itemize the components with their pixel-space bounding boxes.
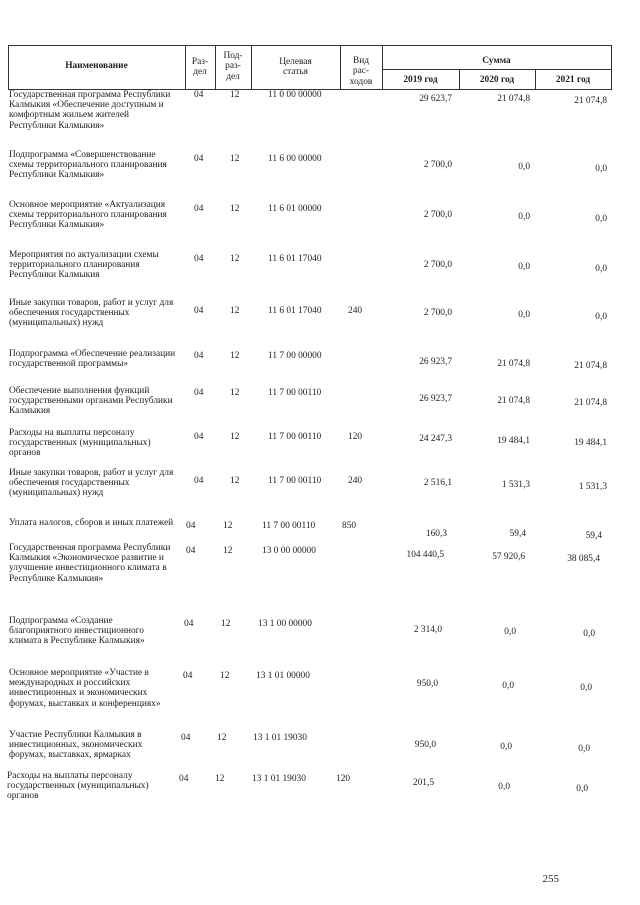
- row-vid: 240: [348, 476, 363, 486]
- row-podrazdel: 12: [223, 546, 233, 556]
- row-2019: 2 700,0: [423, 160, 452, 170]
- row-razdel: 04: [184, 619, 194, 629]
- row-target: 11 7 00 00110: [268, 388, 322, 398]
- row-razdel: 04: [181, 733, 191, 743]
- header-2020: 2020 год: [479, 75, 515, 85]
- row-podrazdel: 12: [220, 671, 230, 681]
- row-2021: 0,0: [595, 214, 607, 224]
- row-razdel: 04: [194, 254, 204, 264]
- row-2021: 21 074,8: [574, 398, 607, 408]
- row-name: Подпрограмма «Обеспечение реализации государственной программы»: [9, 349, 176, 370]
- row-2021: 0,0: [580, 683, 592, 693]
- row-vid: 120: [336, 774, 351, 784]
- header-target: Целевая статья: [279, 57, 312, 78]
- row-2021: 0,0: [578, 744, 590, 754]
- row-2019: 201,5: [412, 778, 434, 788]
- header-summa: Сумма: [482, 56, 511, 66]
- row-2020: 21 074,8: [497, 396, 530, 406]
- row-target: 11 7 00 00110: [262, 521, 316, 531]
- row-2019: 2 700,0: [423, 308, 452, 318]
- row-2020: 19 484,1: [497, 436, 530, 446]
- row-2020: 0,0: [518, 212, 530, 222]
- row-2021: 0,0: [595, 164, 607, 174]
- row-podrazdel: 12: [230, 432, 240, 442]
- row-target: 11 7 00 00000: [268, 351, 322, 361]
- header-name: Наименование: [65, 61, 128, 71]
- row-name: Расходы на выплаты персоналу государственных (муниципальных) органов: [9, 428, 151, 459]
- row-name: Основное мероприятие «Актуализация схемы территориального планирования Республики Калмыкия»: [9, 200, 167, 231]
- row-name: Подпрограмма «Совершенствование схемы территориального планирования Республики Калмыкия»: [9, 150, 167, 181]
- row-2021: 0,0: [595, 312, 607, 322]
- row-razdel: 04: [194, 388, 204, 398]
- row-podrazdel: 12: [230, 388, 240, 398]
- row-name: Основное мероприятие «Участие в международных и российских инвестиционных и экономических форумах, выставках и конференциях»: [9, 668, 161, 709]
- row-name: Государственная программа Республики Калмыкия «Обеспечение доступным и комфортным жильем жителей Республики Калмыкия»: [9, 90, 171, 131]
- row-podrazdel: 12: [230, 306, 240, 316]
- header-2021: 2021 год: [555, 75, 591, 85]
- row-2020: 0,0: [498, 782, 510, 792]
- row-2021: 21 074,8: [574, 361, 607, 371]
- row-2021: 38 085,4: [567, 554, 600, 564]
- header-top-border: [8, 45, 612, 46]
- row-podrazdel: 12: [230, 351, 240, 361]
- row-2019: 2 516,1: [423, 478, 452, 488]
- row-razdel: 04: [194, 351, 204, 361]
- row-name: Уплата налогов, сборов и иных платежей: [9, 518, 174, 528]
- row-razdel: 04: [194, 90, 204, 100]
- row-2021: 21 074,8: [574, 96, 607, 106]
- row-2021: 59,4: [585, 531, 602, 541]
- row-razdel: 04: [194, 306, 204, 316]
- row-2020: 0,0: [502, 681, 514, 691]
- row-podrazdel: 12: [230, 254, 240, 264]
- row-2020: 0,0: [504, 627, 516, 637]
- row-razdel: 04: [194, 204, 204, 214]
- row-razdel: 04: [194, 476, 204, 486]
- header-border: [611, 45, 612, 90]
- table-header: [0, 0, 640, 100]
- row-razdel: 04: [179, 774, 189, 784]
- row-2019: 950,0: [414, 740, 436, 750]
- row-podrazdel: 12: [230, 204, 240, 214]
- row-name: Расходы на выплаты персоналу государственных (муниципальных) органов: [7, 771, 149, 802]
- row-vid: 120: [348, 432, 363, 442]
- row-target: 13 1 01 00000: [256, 671, 310, 681]
- row-vid: 240: [348, 306, 363, 316]
- row-target: 11 7 00 00110: [268, 476, 322, 486]
- row-razdel: 04: [194, 432, 204, 442]
- row-2019: 24 247,3: [419, 434, 452, 444]
- row-2019: 950,0: [416, 679, 438, 689]
- row-target: 11 0 00 00000: [268, 90, 322, 100]
- header-razdel: Раз- дел: [191, 57, 209, 78]
- row-2021: 1 531,3: [578, 482, 607, 492]
- header-summa-divider: [382, 69, 612, 70]
- row-podrazdel: 12: [230, 476, 240, 486]
- row-podrazdel: 12: [230, 90, 240, 100]
- header-vid: Вид рас- ходов: [349, 56, 373, 87]
- row-2020: 21 074,8: [497, 94, 530, 104]
- row-target: 13 0 00 00000: [262, 546, 316, 556]
- row-razdel: 04: [194, 154, 204, 164]
- row-name: Государственная программа Республики Калмыкия «Экономическое развитие и улучшение инвестиционного климата в Республике Калмыкия»: [9, 543, 171, 584]
- row-podrazdel: 12: [223, 521, 233, 531]
- row-2019: 2 700,0: [423, 210, 452, 220]
- row-2019: 160,3: [425, 529, 447, 539]
- row-name: Иные закупки товаров, работ и услуг для обеспечения государственных (муниципальных) нужд: [9, 298, 174, 329]
- row-2020: 57 920,6: [492, 552, 525, 562]
- row-2019: 26 923,7: [419, 357, 452, 367]
- row-2021: 0,0: [576, 784, 588, 794]
- row-razdel: 04: [186, 521, 196, 531]
- row-2019: 26 923,7: [419, 394, 452, 404]
- row-podrazdel: 12: [217, 733, 227, 743]
- row-2020: 0,0: [518, 310, 530, 320]
- row-podrazdel: 12: [230, 154, 240, 164]
- row-2021: 19 484,1: [574, 438, 607, 448]
- row-2020: 21 074,8: [497, 359, 530, 369]
- row-2019: 29 623,7: [419, 94, 452, 104]
- header-podrazdel: Под- раз- дел: [223, 51, 243, 82]
- page-number: 255: [542, 873, 559, 885]
- row-2019: 2 314,0: [413, 625, 442, 635]
- row-2021: 0,0: [583, 629, 595, 639]
- row-name: Иные закупки товаров, работ и услуг для обеспечения государственных (муниципальных) нужд: [9, 468, 174, 499]
- header-2019: 2019 год: [403, 75, 438, 85]
- row-target: 11 6 01 17040: [268, 306, 322, 316]
- row-target: 11 6 01 17040: [268, 254, 322, 264]
- row-name: Участие Республики Калмыкия в инвестиционных, экономических форумах, выставках, ярмарках: [9, 730, 143, 761]
- row-2019: 104 440,5: [406, 550, 444, 560]
- row-name: Обеспечение выполнения функций государственными органами Республики Калмыкия: [9, 386, 173, 417]
- row-target: 11 7 00 00110: [268, 432, 322, 442]
- row-razdel: 04: [186, 546, 196, 556]
- row-2020: 1 531,3: [501, 480, 530, 490]
- row-2021: 0,0: [595, 264, 607, 274]
- row-2019: 2 700,0: [423, 260, 452, 270]
- row-vid: 850: [342, 521, 357, 531]
- row-2020: 0,0: [518, 262, 530, 272]
- row-target: 13 1 01 19030: [253, 733, 307, 743]
- row-target: 13 1 00 00000: [258, 619, 312, 629]
- row-razdel: 04: [183, 671, 193, 681]
- row-target: 11 6 00 00000: [268, 154, 322, 164]
- row-target: 13 1 01 19030: [252, 774, 306, 784]
- row-2020: 0,0: [500, 742, 512, 752]
- row-name: Подпрограмма «Создание благоприятного инвестиционного климата в Республике Калмыкия»: [9, 616, 145, 647]
- row-target: 11 6 01 00000: [268, 204, 322, 214]
- row-name: Мероприятия по актуализации схемы территориального планирования Республики Калмыкия: [9, 250, 159, 281]
- row-podrazdel: 12: [221, 619, 231, 629]
- row-2020: 0,0: [518, 162, 530, 172]
- row-2020: 59,4: [509, 529, 526, 539]
- row-podrazdel: 12: [215, 774, 225, 784]
